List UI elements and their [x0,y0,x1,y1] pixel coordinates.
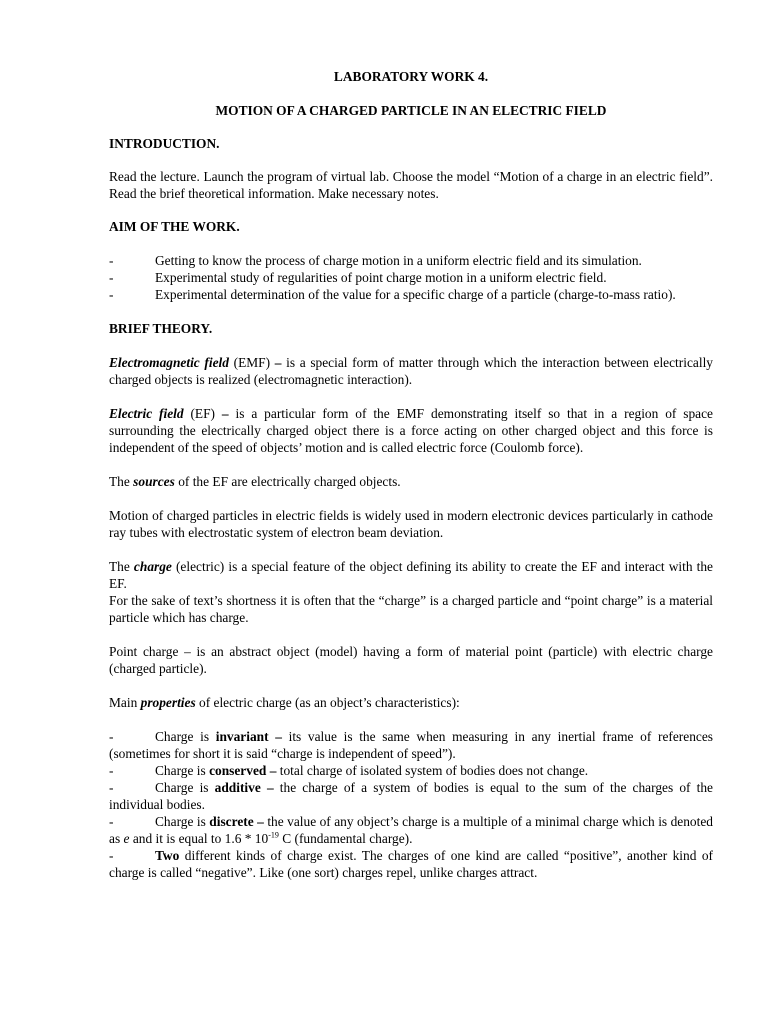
list-item [109,252,713,269]
list-item: - Charge is invariant – its value is the same when measuring in any inertial frame of references (sometimes for short it is said “charge is independent of speed”). [109,729,713,761]
properties-list [109,728,713,881]
list-item: - Two different kinds of charge exist. The charges of one kind are called “positive”, another kind of charge is called “negative”. Like (one sort) charges repel, unlike charges attract. [109,848,713,880]
bullet-dash: - [109,253,114,268]
exponent: -19 [268,830,279,840]
aim-list [109,252,713,303]
property-key: Two [155,848,180,863]
bullet-dash: - [109,780,114,795]
aim-item-text: Experimental determination of the value for a specific charge of a particle (charge-to-mass ratio). [155,287,676,302]
bullet-dash: - [109,763,114,778]
bullet-dash: - [109,814,114,829]
properties-term: properties [140,695,196,710]
emf-definition: Electromagnetic field (EMF) – is a special form of matter through which the interaction between electrically charged objects is realized (electromagnetic interaction). [109,355,713,387]
emf-term: Electromagnetic field [109,355,229,370]
point-charge-paragraph: Point charge – is an abstract object (model) having a form of material point (particle) with electric charge (charged particle). [109,644,713,676]
list-item: - Charge is additive – the charge of a system of bodies is equal to the sum of the charges of the individual bodies. [109,780,713,812]
sources-paragraph: The sources of the EF are electrically charged objects. [109,474,401,489]
charge-term: charge [133,559,172,574]
aim-heading: AIM OF THE WORK. [109,219,240,234]
list-item: - Charge is conserved – total charge of isolated system of bodies does not change. [109,763,589,778]
motion-paragraph: Motion of charged particles in electric fields is widely used in modern electronic devices particularly in cathode ray tubes with electrostatic system of electron beam deviation. [109,508,713,540]
charge-paragraph: The charge (electric) is a special feature of the object defining its ability to create the EF and interact with the EF. [109,559,713,591]
ef-term: Electric field [109,406,184,421]
charge-note: For the sake of text’s shortness it is often that the “charge” is a charged particle and “point charge” is a material particle which has charge. [109,593,713,625]
elementary-charge-symbol: e [123,831,130,846]
property-key: discrete [209,814,254,829]
topic-title: MOTION OF A CHARGED PARTICLE IN AN ELECTRIC FIELD [215,103,607,118]
property-key: invariant [215,729,269,744]
list-item [109,286,713,303]
ef-definition: Electric field (EF) – is a particular form of the EMF demonstrating itself so that in a region of space surrounding the electrically charged object there is a force acting on other charged object and this force is independent of the speed of objects’ motion and is called electric force (Coulomb force). [109,406,713,455]
lab-title: LABORATORY WORK 4. [333,69,489,84]
intro-heading: INTRODUCTION. [109,136,220,151]
bullet-dash: - [109,729,114,744]
aim-item-text: Getting to know the process of charge motion in a uniform electric field and its simulation. [155,253,642,268]
list-item [109,269,713,286]
theory-heading: BRIEF THEORY. [109,321,213,336]
list-item: - Charge is discrete – the value of any object’s charge is a multiple of a minimal charge which is denoted as e and it is equal to $1.6 * 10^{-19}$ C (fundamental charge). [109,814,713,846]
property-key: additive [214,780,261,795]
bullet-dash: - [109,848,114,863]
aim-item-text: Experimental study of regularities of point charge motion in a uniform electric field. [155,270,607,285]
sources-term: sources [133,474,175,489]
intro-text: Read the lecture. Launch the program of virtual lab. Choose the model “Motion of a charge in an electric field”. Read the brief theoretical information. Make necessary notes. [109,169,713,201]
property-key: conserved [209,763,267,778]
bullet-dash: - [109,270,114,285]
properties-intro: Main properties of electric charge (as an object’s characteristics): [109,695,460,710]
bullet-dash: - [109,287,114,302]
